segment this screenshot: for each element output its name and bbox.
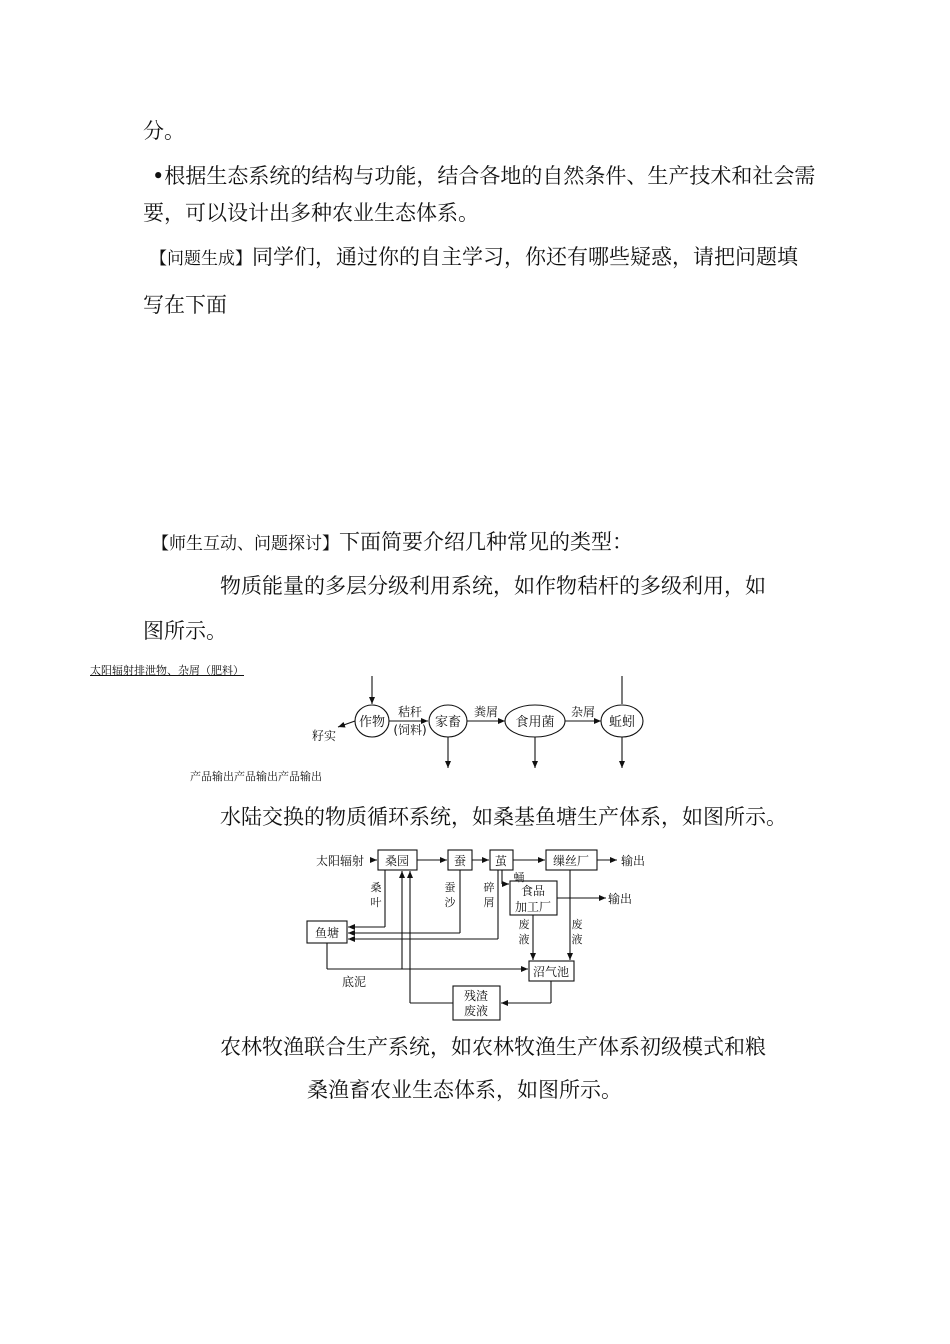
node-mulberry: 桑园: [384, 854, 410, 868]
paragraph-1: 物质能量的多层分级利用系统，如作物秸杆的多级利用，如: [220, 574, 766, 598]
label-output-2: 输出: [607, 892, 633, 906]
node-food-factory-line1: 食品: [520, 884, 546, 898]
question-label: 【问题生成】: [150, 249, 252, 269]
paragraph-2: 水陆交换的物质循环系统，如桑基鱼塘生产体系，如图所示。: [220, 805, 787, 829]
node-residue-line2: 废液: [463, 1004, 489, 1018]
label-waste1-2: 液: [518, 933, 530, 946]
label-waste2-2: 液: [571, 933, 583, 946]
label-sand-2: 沙: [444, 896, 456, 909]
label-crumbs-1: 碎: [483, 881, 495, 894]
paragraph-3: 农林牧渔联合生产系统，如农林牧渔生产体系初级模式和粮: [220, 1035, 766, 1059]
node-food-factory-line2: 加工厂: [514, 900, 552, 914]
node-fishpond: 鱼塘: [314, 926, 340, 940]
interaction-label: 【师生互动、问题探讨】: [152, 534, 339, 554]
question-text: 同学们，通过你的自主学习，你还有哪些疑惑，请把问题填: [252, 245, 798, 269]
label-pupa: 蛹: [513, 871, 525, 884]
question-text-cont: 写在下面: [143, 293, 227, 317]
interaction-text: 下面简要介绍几种常见的类型：: [339, 530, 633, 554]
node-silkworm: 蚕: [453, 854, 467, 868]
label-leaf-2: 叶: [370, 896, 382, 909]
node-livestock: 家畜: [434, 715, 462, 730]
node-fungus: 食用菌: [515, 715, 555, 730]
label-waste1-1: 废: [518, 918, 530, 931]
bullet-text: •根据生态系统的结构与功能，结合各地的自然条件、生产技术和社会需: [152, 164, 816, 188]
label-waste2-1: 废: [571, 918, 583, 931]
bullet-text-cont: 要，可以设计出多种农业生态体系。: [143, 201, 479, 225]
diagram1-bottom-label: 产品输出产品输出产品输出: [190, 770, 322, 783]
edge-feed: (饲料): [393, 723, 427, 737]
label-crumbs-2: 屑: [483, 896, 495, 909]
diagram1-top-label: 太阳辐射排泄物、杂屑（肥料）: [90, 664, 244, 677]
node-sun: 太阳辐射: [315, 854, 365, 868]
node-residue-line1: 残渣: [463, 989, 489, 1003]
edge-straw: 秸秆: [397, 705, 423, 719]
label-mud: 底泥: [341, 975, 367, 989]
edge-seed: 籽实: [311, 729, 337, 743]
label-sand-1: 蚕: [444, 881, 456, 894]
node-silk-factory: 缫丝厂: [552, 854, 590, 868]
node-crop: 作物: [358, 715, 386, 730]
edge-dung: 粪屑: [473, 705, 499, 719]
node-cocoon: 茧: [494, 854, 508, 868]
node-biogas: 沼气池: [532, 965, 570, 979]
text-line-1: 分。: [143, 119, 185, 143]
edge-scraps: 杂屑: [570, 705, 596, 719]
label-output-1: 输出: [620, 854, 646, 868]
label-leaf-1: 桑: [370, 881, 382, 894]
paragraph-1-cont: 图所示。: [143, 619, 227, 643]
paragraph-3-cont: 桑渔畜农业生态体系，如图所示。: [307, 1078, 622, 1102]
node-worm: 蚯蚓: [608, 715, 636, 730]
